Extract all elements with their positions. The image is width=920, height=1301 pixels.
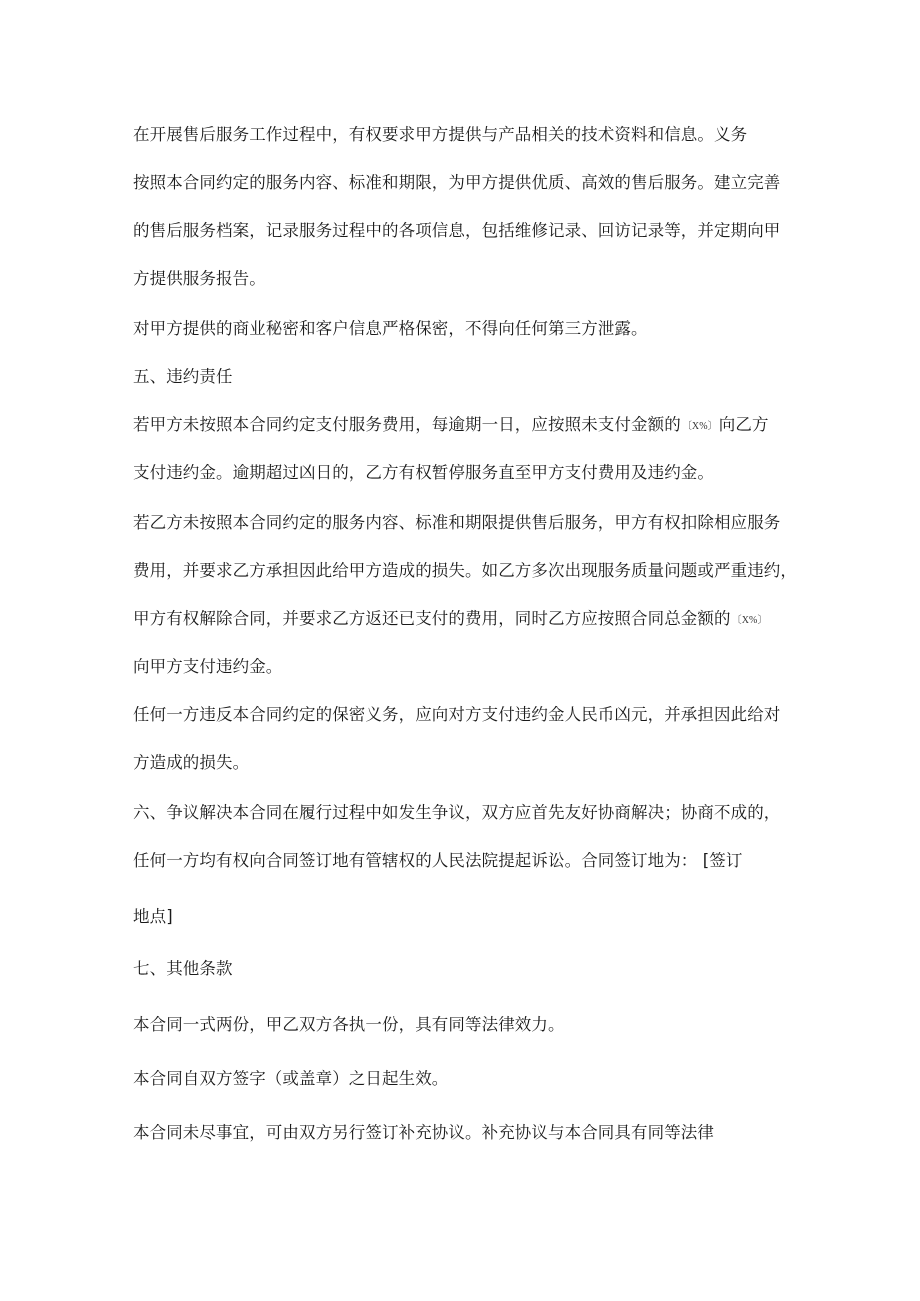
- text-line: 若乙方未按照本合同约定的服务内容、标准和期限提供售后服务，甲方有权扣除相应服务: [133, 513, 781, 532]
- text-line: 本合同自双方签字（或盖章）之日起生效。: [133, 1069, 449, 1088]
- placeholder-rate: 〔X%〕: [681, 421, 718, 432]
- section-heading: 五、违约责任: [133, 367, 233, 386]
- text-line: 方造成的损失。: [133, 753, 250, 772]
- text-line: 按照本合同约定的服务内容、标准和期限，为甲方提供优质、高效的售后服务。建立完善: [133, 173, 781, 192]
- text-line: 方提供服务报告。: [133, 269, 266, 288]
- text-segment: 向乙方: [718, 415, 769, 434]
- text-segment: 甲方有权解除合同，并要求乙方返还已支付的费用，同时乙方应按照合同总金额的: [133, 609, 731, 628]
- text-segment: 若甲方未按照本合同约定支付服务费用，每逾期一日，应按照未支付金额的: [133, 415, 681, 434]
- text-line: 任何一方违反本合同约定的保密义务，应向对方支付违约金人民币凶元，并承担因此给对: [133, 705, 781, 724]
- text-line: 支付违约金。逾期超过凶日的，乙方有权暂停服务直至甲方支付费用及违约金。: [133, 463, 714, 482]
- text-line: 本合同一式两份，甲乙双方各执一份，具有同等法律效力。: [133, 1015, 565, 1034]
- text-line: 在开展售后服务工作过程中，有权要求甲方提供与产品相关的技术资料和信息。义务: [133, 125, 748, 144]
- section-heading: 七、其他条款: [133, 959, 233, 978]
- text-line: [133, 414, 769, 438]
- text-line: 向甲方支付违约金。: [133, 657, 283, 676]
- placeholder-rate: 〔X%〕: [731, 615, 768, 626]
- text-line: 对甲方提供的商业秘密和客户信息严格保密，不得向任何第三方泄露。: [133, 319, 648, 338]
- text-line: 任何一方均有权向合同签订地有管辖权的人民法院提起诉讼。合同签订地为： [签订: [133, 851, 743, 870]
- text-line: 的售后服务档案，记录服务过程中的各项信息，包括维修记录、回访记录等，并定期向甲: [133, 221, 781, 240]
- section-heading: 六、争议解决本合同在履行过程中如发生争议，双方应首先友好协商解决；协商不成的，: [133, 803, 781, 822]
- text-line: 本合同未尽事宜，可由双方另行签订补充协议。补充协议与本合同具有同等法律: [133, 1123, 714, 1142]
- text-line: 地点]: [133, 907, 173, 926]
- text-line: 费用，并要求乙方承担因此给甲方造成的损失。如乙方多次出现服务质量问题或严重违约，: [133, 561, 797, 580]
- text-line: [133, 608, 769, 632]
